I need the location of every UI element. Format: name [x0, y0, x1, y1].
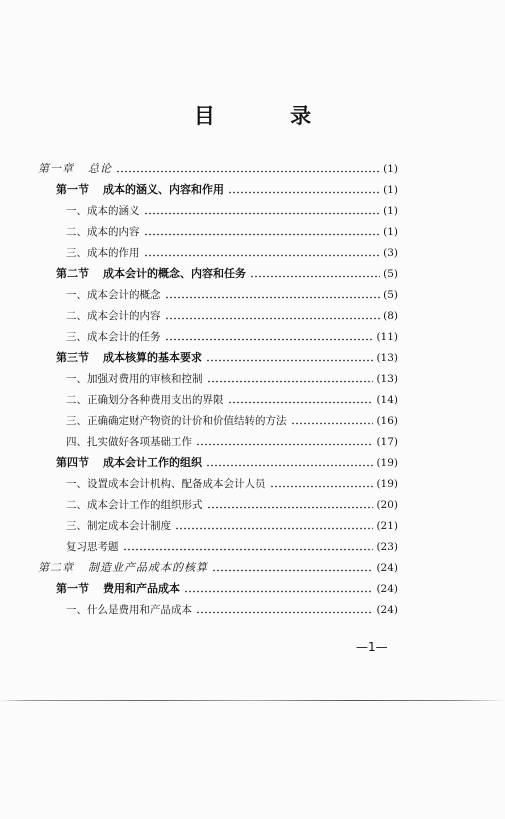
dot-leader: [144, 212, 381, 215]
toc-entry: [66, 601, 398, 619]
toc-entry: [66, 286, 398, 304]
dot-leader: [228, 191, 380, 194]
toc-entry-label: [66, 286, 161, 304]
toc-entry: [66, 370, 398, 388]
dot-leader: [196, 443, 373, 446]
toc-entry-text: 成本的涵义、内容和作用: [103, 183, 224, 196]
dot-leader: [196, 611, 373, 614]
toc-entry: [56, 349, 398, 367]
toc-entry-label: [56, 181, 224, 199]
toc-entry-text: 一、成本的涵义: [66, 205, 140, 217]
toc-entry: [66, 412, 398, 430]
toc-entry-label: [66, 601, 192, 619]
toc-entry-number: 第三节: [56, 351, 89, 364]
toc-entry-text: 一、加强对费用的审核和控制: [66, 373, 203, 385]
toc-entry-page: (1): [383, 226, 398, 238]
toc-entry-text: 制造业产品成本的核算: [88, 561, 208, 574]
toc-entry-text: 二、成本会计工作的组织形式: [66, 499, 203, 511]
dot-leader: [207, 380, 374, 383]
toc-entry-page: (21): [376, 520, 398, 532]
toc-entry-page: (19): [376, 457, 398, 469]
toc-entry-page: (3): [383, 247, 398, 259]
toc-entry: [66, 391, 398, 409]
toc-entry: [66, 307, 398, 325]
toc-entry-page: (24): [376, 604, 398, 616]
toc-entry-number: 第一章: [38, 162, 74, 175]
dot-leader: [144, 254, 381, 257]
toc-entry: [66, 244, 398, 262]
toc-entry-page: (13): [376, 352, 398, 364]
page-number: —1—: [356, 640, 388, 654]
toc-entry-text: 四、扎实做好各项基础工作: [66, 436, 192, 448]
toc-entry-label: [66, 496, 203, 514]
toc-entry: [38, 559, 398, 577]
toc-entry-label: [66, 328, 161, 346]
toc-entry: [66, 538, 398, 556]
toc-entry-label: [56, 454, 202, 472]
dot-leader: [291, 422, 374, 425]
toc-entry-number: 第一节: [56, 582, 89, 595]
toc-entry-text: 总论: [88, 162, 112, 175]
toc-entry-label: [38, 160, 112, 178]
dot-leader: [116, 170, 380, 173]
toc-entry: [56, 580, 398, 598]
toc-entry-page: (24): [376, 562, 398, 574]
toc-entry-page: (5): [383, 289, 398, 301]
dot-leader: [212, 569, 373, 572]
toc-entry-page: (17): [376, 436, 398, 448]
toc-entry-label: [66, 391, 224, 409]
dot-leader: [207, 506, 374, 509]
dot-leader: [123, 548, 374, 551]
toc-entry-page: (1): [383, 184, 398, 196]
toc-entry-page: (1): [383, 205, 398, 217]
toc-entry-label: [66, 475, 266, 493]
dot-leader: [250, 275, 380, 278]
divider: [0, 700, 505, 701]
toc-entry: [66, 496, 398, 514]
dot-leader: [175, 527, 373, 530]
toc-entry-text: 一、设置成本会计机构、配备成本会计人员: [66, 478, 266, 490]
dot-leader: [206, 359, 373, 362]
toc-entry-page: (23): [376, 541, 398, 553]
toc-entry-number: 第一节: [56, 183, 89, 196]
toc-entry-page: (19): [376, 478, 398, 490]
toc-entry: [56, 454, 398, 472]
dot-leader: [165, 296, 381, 299]
toc-entry: [66, 517, 398, 535]
toc-entry: [56, 181, 398, 199]
toc-entry-number: 第二章: [38, 561, 74, 574]
toc-entry: [66, 328, 398, 346]
toc-entry-page: (5): [383, 268, 398, 280]
toc-entry-text: 三、制定成本会计制度: [66, 520, 171, 532]
toc-entry-label: [66, 412, 287, 430]
toc-entry-text: 二、成本会计的内容: [66, 310, 161, 322]
toc-entry-page: (20): [376, 499, 398, 511]
toc-entry: [66, 475, 398, 493]
toc-title: 目 录: [193, 104, 346, 128]
toc-entry-label: [66, 223, 140, 241]
toc-entry: [66, 433, 398, 451]
dot-leader: [165, 317, 381, 320]
toc-entry-page: (16): [376, 415, 398, 427]
toc-entry-page: (24): [376, 583, 398, 595]
dot-leader: [144, 233, 381, 236]
toc-entry-label: [38, 559, 208, 577]
toc-entry-text: 成本核算的基本要求: [103, 351, 202, 364]
toc-entry-text: 三、成本会计的任务: [66, 331, 161, 343]
toc-entry-text: 三、成本的作用: [66, 247, 140, 259]
toc-entry-label: [66, 202, 140, 220]
dot-leader: [270, 485, 374, 488]
toc-entry-number: 第二节: [56, 267, 89, 280]
toc-entry-label: [66, 307, 161, 325]
toc-entry-page: (11): [376, 331, 398, 343]
toc-entry: [38, 160, 398, 178]
toc-entry-page: (14): [376, 394, 398, 406]
toc-entry-text: 费用和产品成本: [103, 582, 180, 595]
toc-entry-text: 成本会计的概念、内容和任务: [103, 267, 246, 280]
toc-entry: [66, 223, 398, 241]
toc-entry-label: [66, 433, 192, 451]
toc-entry-text: 二、成本的内容: [66, 226, 140, 238]
toc-entry-label: [66, 538, 119, 556]
toc-entry-page: (8): [383, 310, 398, 322]
toc-entry-label: [66, 244, 140, 262]
toc-entry-number: 第四节: [56, 456, 89, 469]
dot-leader: [228, 401, 374, 404]
toc-entry-label: [56, 349, 202, 367]
toc-entry-label: [66, 517, 171, 535]
toc-entry: [66, 202, 398, 220]
dot-leader: [165, 338, 374, 341]
toc-entry-text: 成本会计工作的组织: [103, 456, 202, 469]
toc-entry-text: 三、正确确定财产物资的计价和价值结转的方法: [66, 415, 287, 427]
toc-entry-text: 一、成本会计的概念: [66, 289, 161, 301]
toc-entry-text: 一、什么是费用和产品成本: [66, 604, 192, 616]
toc-entry: [56, 265, 398, 283]
toc-entry-label: [56, 580, 180, 598]
toc-entry-label: [56, 265, 246, 283]
dot-leader: [184, 590, 373, 593]
toc-entry-page: (13): [376, 373, 398, 385]
toc-entry-page: (1): [383, 163, 398, 175]
toc-entry-text: 二、正确划分各种费用支出的界限: [66, 394, 224, 406]
toc-entry-text: 复习思考题: [66, 541, 119, 553]
dot-leader: [206, 464, 373, 467]
toc-entry-label: [66, 370, 203, 388]
